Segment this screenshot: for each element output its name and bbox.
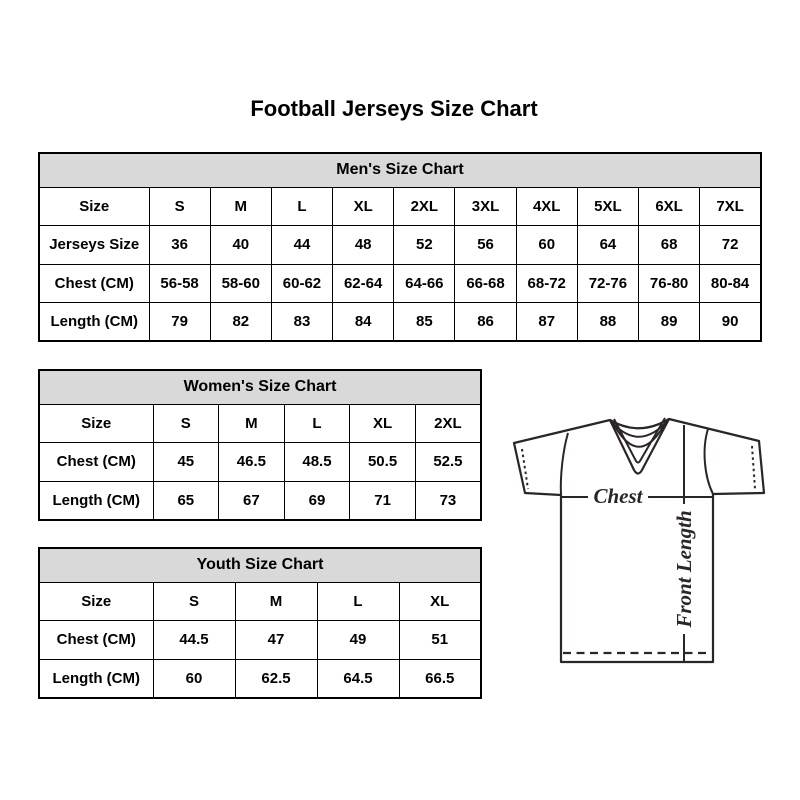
table-row [39, 582, 481, 621]
size-value: 49 [317, 621, 399, 660]
jersey-measurement-diagram [500, 400, 770, 675]
size-value: 58-60 [210, 264, 271, 303]
size-value: XL [350, 404, 416, 443]
right-armhole-seam [705, 429, 713, 494]
size-value: 83 [271, 303, 332, 342]
table-row [39, 443, 481, 482]
size-value: 62.5 [235, 659, 317, 698]
size-value: 52.5 [415, 443, 481, 482]
size-value: 87 [516, 303, 577, 342]
table-row [39, 659, 481, 698]
size-value: 62-64 [333, 264, 394, 303]
size-value: 85 [394, 303, 455, 342]
size-value: 6XL [639, 187, 700, 226]
size-value: 60-62 [271, 264, 332, 303]
table-row [39, 187, 761, 226]
size-value: 44.5 [153, 621, 235, 660]
size-value: 40 [210, 226, 271, 265]
size-value: 2XL [415, 404, 481, 443]
size-value: M [219, 404, 285, 443]
size-value: L [271, 187, 332, 226]
size-value: 56-58 [149, 264, 210, 303]
size-value: 36 [149, 226, 210, 265]
size-value: 66-68 [455, 264, 516, 303]
womens-size-table [38, 369, 482, 521]
row-label: Length (CM) [39, 303, 149, 342]
size-value: 89 [639, 303, 700, 342]
table-row [39, 621, 481, 660]
size-value: 60 [516, 226, 577, 265]
row-label: Length (CM) [39, 659, 153, 698]
size-value: 7XL [700, 187, 761, 226]
size-value: S [153, 582, 235, 621]
size-value: 45 [153, 443, 219, 482]
size-value: S [153, 404, 219, 443]
right-cuff-stitch-line [752, 446, 755, 489]
size-value: 66.5 [399, 659, 481, 698]
size-value: 80-84 [700, 264, 761, 303]
size-value: 82 [210, 303, 271, 342]
table-row [39, 481, 481, 520]
size-value: 69 [284, 481, 350, 520]
size-value: 46.5 [219, 443, 285, 482]
size-value: XL [333, 187, 394, 226]
mens-size-table [38, 152, 762, 342]
row-label: Size [39, 187, 149, 226]
row-label: Chest (CM) [39, 264, 149, 303]
row-label: Jerseys Size [39, 226, 149, 265]
size-value: 47 [235, 621, 317, 660]
jersey-outline-shape [514, 419, 764, 662]
size-value: 4XL [516, 187, 577, 226]
size-value: 60 [153, 659, 235, 698]
table-title: Youth Size Chart [39, 548, 481, 582]
size-value: 2XL [394, 187, 455, 226]
row-label: Length (CM) [39, 481, 153, 520]
size-value: 3XL [455, 187, 516, 226]
youth-size-table [38, 547, 482, 699]
left-armhole-seam [561, 433, 568, 495]
size-value: 48.5 [284, 443, 350, 482]
size-value: S [149, 187, 210, 226]
size-value: L [284, 404, 350, 443]
size-value: 67 [219, 481, 285, 520]
size-value: 64 [577, 226, 638, 265]
table-row [39, 264, 761, 303]
row-label: Chest (CM) [39, 621, 153, 660]
size-value: 65 [153, 481, 219, 520]
row-label: Chest (CM) [39, 443, 153, 482]
size-value: 84 [333, 303, 394, 342]
size-value: 90 [700, 303, 761, 342]
size-value: 72-76 [577, 264, 638, 303]
size-value: 48 [333, 226, 394, 265]
size-value: 88 [577, 303, 638, 342]
size-value: 51 [399, 621, 481, 660]
size-value: 64-66 [394, 264, 455, 303]
table-row [39, 303, 761, 342]
size-value: 50.5 [350, 443, 416, 482]
size-value: 68 [639, 226, 700, 265]
size-value: M [235, 582, 317, 621]
size-value: 73 [415, 481, 481, 520]
size-value: M [210, 187, 271, 226]
table-title: Men's Size Chart [39, 153, 761, 187]
size-value: 64.5 [317, 659, 399, 698]
size-value: 44 [271, 226, 332, 265]
size-value: 86 [455, 303, 516, 342]
size-value: 56 [455, 226, 516, 265]
page-title: Football Jerseys Size Chart [250, 96, 538, 121]
chest-label: Chest [593, 484, 643, 508]
size-value: L [317, 582, 399, 621]
table-row [39, 404, 481, 443]
size-value: XL [399, 582, 481, 621]
size-value: 76-80 [639, 264, 700, 303]
table-row [39, 226, 761, 265]
size-value: 5XL [577, 187, 638, 226]
front-length-label: Front Length [672, 510, 696, 628]
size-value: 52 [394, 226, 455, 265]
row-label: Size [39, 582, 153, 621]
table-title: Women's Size Chart [39, 370, 481, 404]
row-label: Size [39, 404, 153, 443]
size-value: 72 [700, 226, 761, 265]
size-value: 79 [149, 303, 210, 342]
size-value: 71 [350, 481, 416, 520]
size-value: 68-72 [516, 264, 577, 303]
